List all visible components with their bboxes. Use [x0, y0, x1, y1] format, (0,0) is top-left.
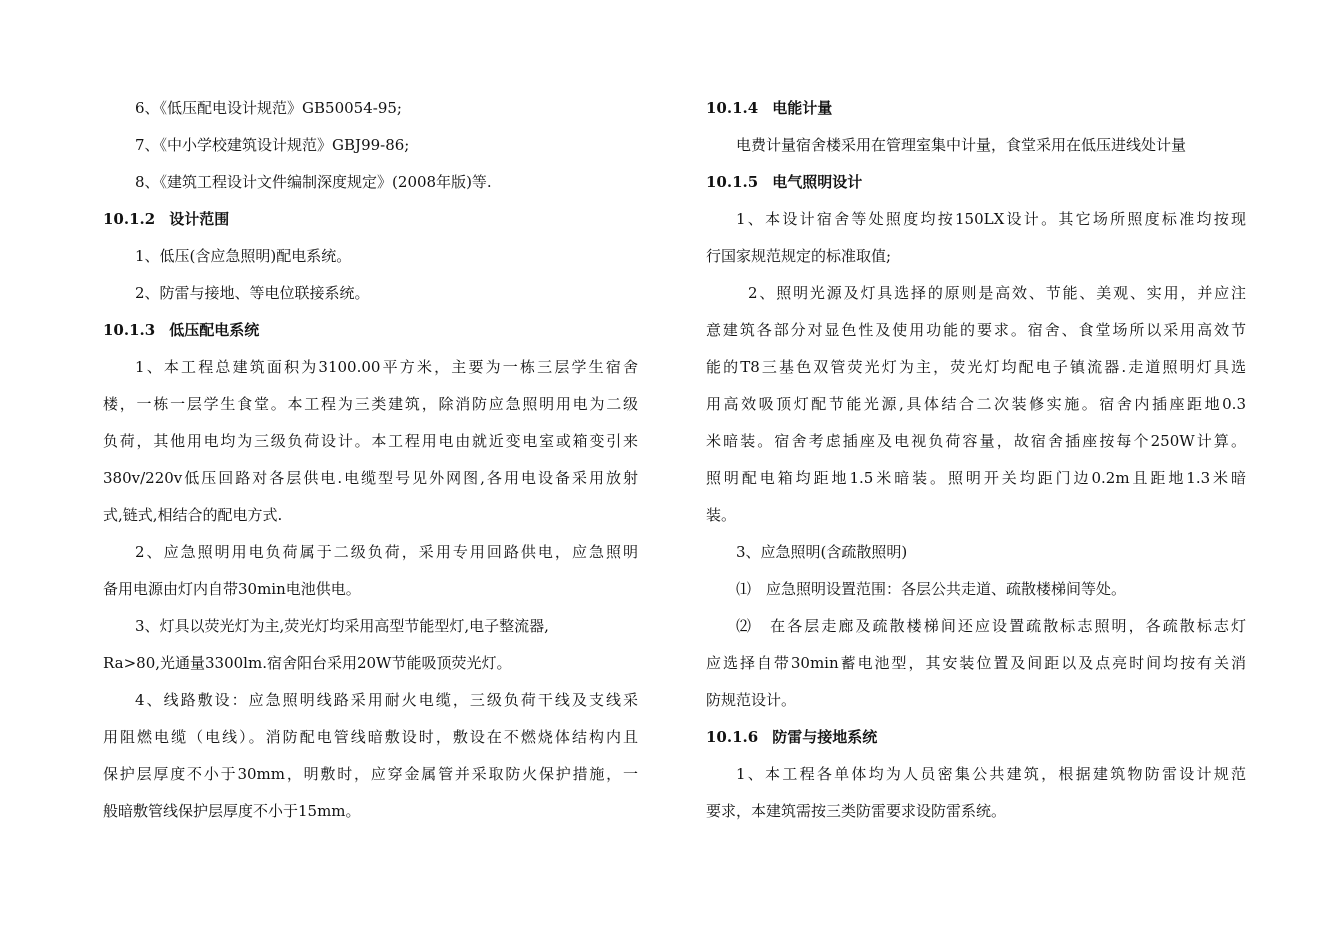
left-text-line: 保护层厚度不小于30mm，明敷时，应穿金属管并采取防火保护措施，一	[103, 765, 638, 783]
right-text-line: 装。	[706, 506, 737, 524]
left-text-line: Ra>80,光通量3300lm.宿舍阳台采用20W节能吸顶荧光灯。	[103, 654, 512, 672]
right-text-line: ⑵ 在各层走廊及疏散楼梯间还应设置疏散标志照明，各疏散标志灯	[736, 617, 1246, 635]
left-text-line: 用阻燃电缆（电线）。消防配电管线暗敷设时，敷设在不燃烧体结构内且	[103, 728, 638, 746]
right-column	[706, 90, 1246, 830]
right-text-line: 米暗装。宿舍考虑插座及电视负荷容量，故宿舍插座按每个250W计算。	[706, 432, 1246, 450]
left-text-line: 4、线路敷设：应急照明线路采用耐火电缆，三级负荷干线及支线采	[135, 691, 638, 709]
right-text-line: 防规范设计。	[706, 691, 797, 709]
section-number: 10.1.3	[103, 321, 156, 339]
left-text-line: 2、防雷与接地、等电位联接系统。	[135, 284, 370, 302]
left-text-line: 般暗敷管线保护层厚度不小于15mm。	[103, 802, 361, 820]
section-title: 电能计量	[772, 99, 833, 117]
left-text-line: 6、《低压配电设计规范》GB50054-95;	[135, 99, 402, 117]
right-text-line: 1、本工程各单体均为人员密集公共建筑，根据建筑物防雷设计规范	[736, 765, 1246, 783]
left-text-line: 负荷，其他用电均为三级负荷设计。本工程用电由就近变电室或箱变引来	[103, 432, 638, 450]
right-section-heading	[706, 90, 1246, 127]
section-number: 10.1.6	[706, 728, 759, 746]
right-text-line: 应选择自带30min蓄电池型，其安装位置及间距以及点亮时间均按有关消	[706, 654, 1246, 672]
right-text-line: 电费计量宿舍楼采用在管理室集中计量，食堂采用在低压进线处计量	[736, 136, 1187, 154]
section-number: 10.1.5	[706, 173, 759, 191]
left-text-line: 楼，一栋一层学生食堂。本工程为三类建筑，除消防应急照明用电为二级	[103, 395, 638, 413]
right-text-line: 意建筑各部分对显色性及使用功能的要求。宿舍、食堂场所以采用高效节	[706, 321, 1246, 339]
left-section-heading	[103, 312, 638, 349]
left-text-line: 备用电源由灯内自带30min电池供电。	[103, 580, 361, 598]
right-text-line: 行国家规范规定的标准取值;	[706, 247, 892, 265]
left-section-heading	[103, 201, 638, 238]
right-text-line: 能的T8三基色双管荧光灯为主，荧光灯均配电子镇流器.走道照明灯具选	[706, 358, 1246, 376]
right-section-heading	[706, 719, 1246, 756]
left-text-line: 380v/220v低压回路对各层供电.电缆型号见外网图,各用电设备采用放射	[103, 469, 638, 487]
left-text-line: 式,链式,相结合的配电方式.	[103, 506, 283, 524]
section-title: 低压配电系统	[169, 321, 260, 339]
right-text-line: ⑴ 应急照明设置范围：各层公共走道、疏散楼梯间等处。	[736, 580, 1127, 598]
left-text-line: 1、低压(含应急照明)配电系统。	[135, 247, 352, 265]
right-section-heading	[706, 164, 1246, 201]
right-text-line: 3、应急照明(含疏散照明)	[736, 543, 908, 561]
right-text-line: 要求，本建筑需按三类防雷要求设防雷系统。	[706, 802, 1007, 820]
section-title: 电气照明设计	[772, 173, 863, 191]
section-number: 10.1.4	[706, 99, 759, 117]
section-title: 设计范围	[169, 210, 230, 228]
section-number: 10.1.2	[103, 210, 156, 228]
right-text-line: 用高效吸顶灯配节能光源,具体结合二次装修实施。宿舍内插座距地0.3	[706, 395, 1246, 413]
left-column	[103, 90, 638, 830]
left-text-line: 7、《中小学校建筑设计规范》GBJ99-86;	[135, 136, 410, 154]
right-text-line: 照明配电箱均距地1.5米暗装。照明开关均距门边0.2m且距地1.3米暗	[706, 469, 1246, 487]
left-text-line: 2、应急照明用电负荷属于二级负荷，采用专用回路供电，应急照明	[135, 543, 638, 561]
left-text-line: 3、灯具以荧光灯为主,荧光灯均采用高型节能型灯,电子整流器,	[135, 617, 549, 635]
left-text-line: 8、《建筑工程设计文件编制深度规定》(2008年版)等.	[135, 173, 492, 191]
right-text-line: 1、本设计宿舍等处照度均按150LX设计。其它场所照度标准均按现	[736, 210, 1246, 228]
right-text-line: 2、照明光源及灯具选择的原则是高效、节能、美观、实用，并应注	[748, 284, 1246, 302]
left-text-line: 1、本工程总建筑面积为3100.00平方米，主要为一栋三层学生宿舍	[135, 358, 638, 376]
section-title: 防雷与接地系统	[772, 728, 878, 746]
